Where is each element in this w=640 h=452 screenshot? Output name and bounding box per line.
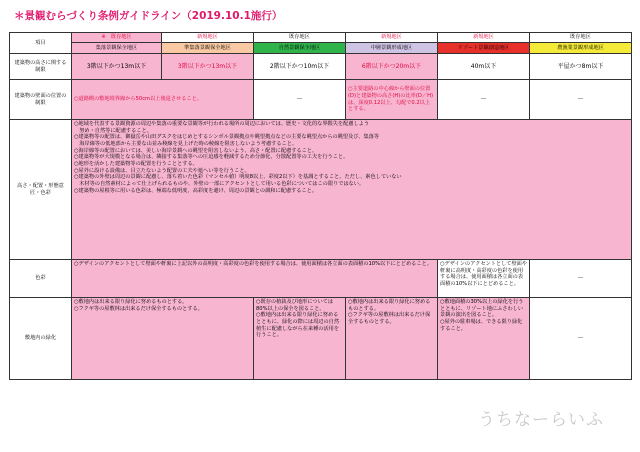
design-line: ○建築物等が大規模となる場合は、隣接する集落等への圧迫感を軽減するため分節化、分散配置等の工夫を行うこと。 (74, 154, 349, 161)
color-col5: ○デザインのアクセントとして壁面や軒裏に高明度・高彩度の色彩を使用する場合は、使用面積は各立面の表面積の10%以下にとどめること。 (438, 260, 530, 298)
height-col2: 3階以下かつ13m以下 (162, 54, 254, 80)
design-line: ○地域を代表する景観資源の周辺や集落の重要な景観等が行われる場所の周辺においては、歴史・文化的な界隈失を配慮しよう (74, 121, 370, 127)
height-col6: 平屋かつ8m以下 (530, 54, 632, 80)
height-col5: 40m以下 (438, 54, 530, 80)
greening-col6: － (530, 298, 632, 380)
height-label: 建築物の高さに関する制限 (10, 54, 72, 80)
col1-name: 集落景観保全地区 (72, 43, 162, 54)
col2-type: 新規地区 (162, 33, 254, 43)
col4-type: 新規地区 (346, 33, 438, 43)
col3-type: 既存地区 (254, 33, 346, 43)
design-line: ○建築物等の配置は、御嶽岳や山田グスクをはじめとするシンボル景観拠点や眺望拠点などの主要な眺望点からの眺望及び、集落等 (74, 134, 380, 141)
height-col3: 2階以下かつ10m以下 (254, 54, 346, 80)
col5-type: 新規地区 (438, 33, 530, 43)
watermark: うちなーらいふ (478, 410, 604, 430)
col6-name: 農漁業景観形成地区 (530, 43, 632, 54)
color-main: ○デザインのアクセントとして壁面や軒裏に上記以外の高明度・高彩度の色彩を使用する場合は、使用面積は各立面の表面積の10%以下にとどめること。 (72, 260, 438, 298)
greening-col3: ○既存の植栽及び地形については80%以上の保全を図ること。 ○敷地内は出来る限り緑化に努めるとともに、緑化の際には周辺の自然植生に配慮しながら在来種の活用を行うこと。 (254, 298, 346, 380)
color-col6: － (530, 260, 632, 298)
col3-name: 自然景観保全地区 (254, 43, 346, 54)
wall-col3: － (254, 80, 346, 120)
wall-col12: ○道路側の敷地境界線から50cm以上後退させること。 (72, 80, 254, 120)
design-line: ○建築物の外壁は周辺の景観に配慮し、落ち着いた色彩（マンセル値）明度8以上、彩度2以下）を基調とすること。ただし、素色していない (74, 174, 402, 181)
page-title: ＊景観むらづくり条例ガイドライン（2019.10.1施行） (14, 10, 283, 22)
col5-name: リゾート景観創造地区 (438, 43, 530, 54)
greening-col12: ○敷地内は出来る限り緑化に努めるものとする。 ○フクギ等の屋敷林は出来るだけ保全するものとする。 (72, 298, 254, 380)
design-content (72, 120, 632, 260)
wall-label: 建築物の壁面の位置の制限 (10, 80, 72, 120)
design-line: ○海岸線等の配置においては、美しい海岸景観への眺望を阻害しないよう、高さ・配置に配慮すること。 (74, 147, 318, 154)
color-label: 色彩 (10, 260, 72, 298)
item-header: 項目 (10, 33, 72, 54)
wall-col4: ○主要道路の中心線から壁面の位置(D)と建築物の高さ(H)の比率(D／H)は、深度0.12以上、勾配で0.2以上とする。 (346, 80, 438, 120)
col4-name: 中層景観形成地区 (346, 43, 438, 54)
design-line: ○建築物の屋根等に用いる色彩は、極端な低明度、高彩度を避け、周辺の景観との調和に配慮すること。 (74, 187, 317, 194)
wall-col6: － (530, 80, 632, 120)
design-line: 木材等の自然素材によって仕上げられるものや、外壁の一部にアクセントとして用いる色彩についてはこの限りではない。 (74, 180, 365, 187)
guideline-table (9, 32, 632, 380)
design-line: 海岸線等の低地部から主要な山並み稜線を見上げた時の稜線を阻害しないよう考慮すること。 (74, 140, 298, 147)
greening-col5: ○敷地面積の30%以上の緑化を行うとともに、リゾート地にふさわしい景観の演出を図ること。 ○屋外の駐車場は、できる限り緑化すること。 (438, 298, 530, 380)
height-col4: 6階以下かつ20m以下 (346, 54, 438, 80)
design-line: ○地形を活かした建築物等の配置を行うこととする。 (74, 160, 198, 167)
design-line: 努め・自然等に配慮すること。 (74, 127, 152, 134)
col1-type: ※ 既存地区 (72, 33, 162, 43)
col2-name: 準集落景観保全地区 (162, 43, 254, 54)
col6-type: 既存地区 (530, 33, 632, 43)
design-label: 高さ・配置・形態意匠・色彩 (10, 120, 72, 260)
wall-col5: － (438, 80, 530, 120)
design-line: ○屋外に設ける設備は、目立たないよう配置の工夫や遮へい等を行うこと。 (74, 167, 250, 174)
height-col1: 3階以下かつ13m以下 (72, 54, 162, 80)
greening-col4: ○敷地内は出来る限り緑化に努めるものとする。 ○フクギ等の屋敷林は出来るだけ保全するものとする。 (346, 298, 438, 380)
greening-label: 敷地内の緑化 (10, 298, 72, 380)
